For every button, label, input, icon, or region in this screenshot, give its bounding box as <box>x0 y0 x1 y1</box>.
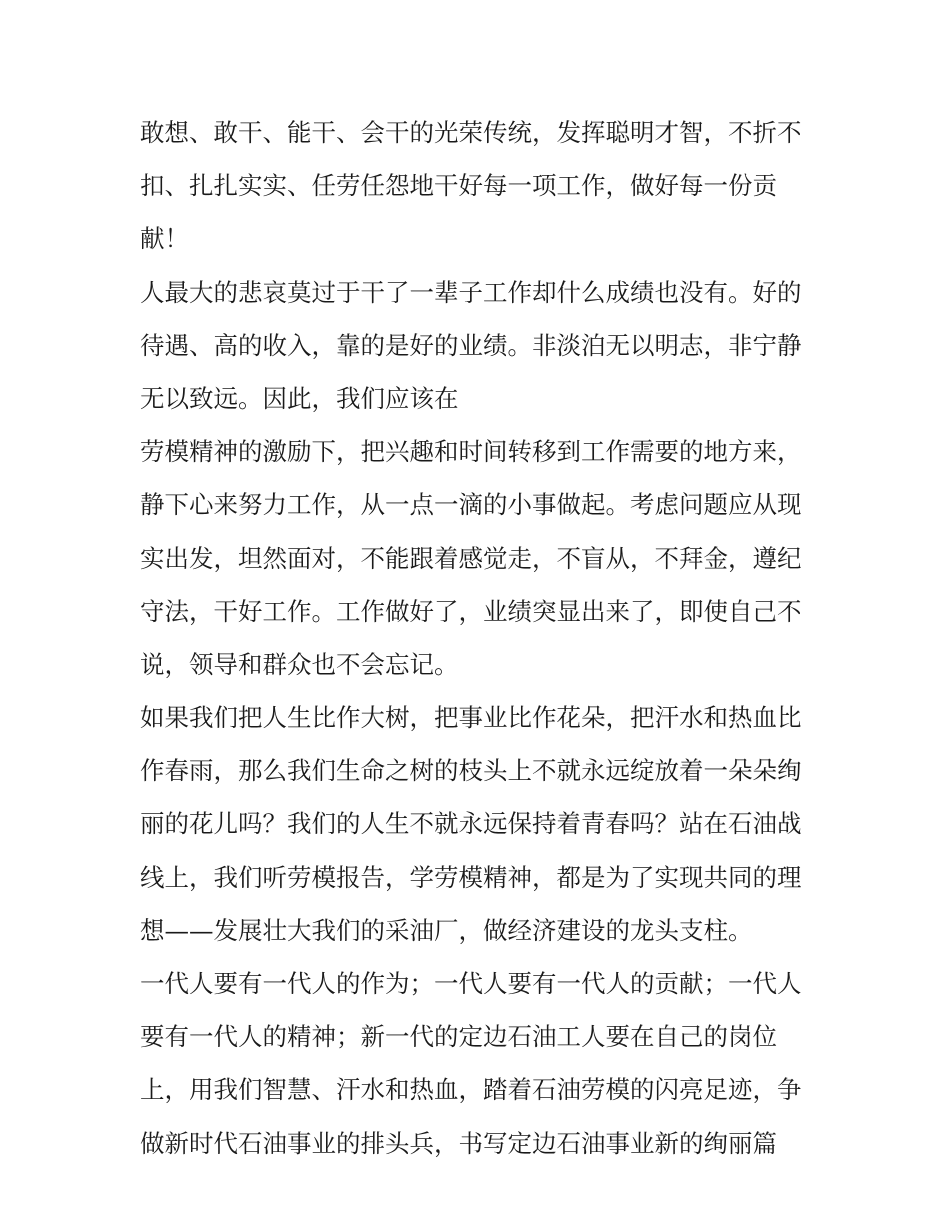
text-line: 静下心来努力工作，从一点一滴的小事做起。考虑问题应从现 <box>140 490 802 520</box>
text-line: 线上，我们听劳模报告，学劳模精神，都是为了实现共同的理 <box>140 862 802 892</box>
text-line: 丽的花儿吗？我们的人生不就永远保持着青春吗？站在石油战 <box>140 809 802 839</box>
text-line: 做新时代石油事业的排头兵，书写定边石油事业新的绚丽篇 <box>140 1128 777 1158</box>
text-line: 劳模精神的激励下，把兴趣和时间转移到工作需要的地方来， <box>140 437 802 467</box>
text-line: 想——发展壮大我们的采油厂，做经济建设的龙头支柱。 <box>140 915 753 945</box>
text-line: 扣、扎扎实实、任劳任怨地干好每一项工作，做好每一份贡 <box>140 171 777 201</box>
text-line: 守法，干好工作。工作做好了，业绩突显出来了，即使自己不 <box>140 596 802 626</box>
text-line: 要有一代人的精神；新一代的定边石油工人要在自己的岗位 <box>140 1022 777 1052</box>
text-line: 人最大的悲哀莫过于干了一辈子工作却什么成绩也没有。好的 <box>140 277 802 307</box>
text-line: 作春雨，那么我们生命之树的枝头上不就永远绽放着一朵朵绚 <box>140 756 802 786</box>
text-line: 献！ <box>140 224 189 254</box>
text-line: 上，用我们智慧、汗水和热血，踏着石油劳模的闪亮足迹，争 <box>140 1075 802 1105</box>
text-line: 待遇、高的收入，靠的是好的业绩。非淡泊无以明志，非宁静 <box>140 330 802 360</box>
text-line: 说，领导和群众也不会忘记。 <box>140 649 459 679</box>
text-line: 敢想、敢干、能干、会干的光荣传统，发挥聪明才智，不折不 <box>140 118 802 147</box>
text-line: 无以致远。因此，我们应该在 <box>140 383 459 413</box>
document-body <box>140 106 820 1170</box>
text-line: 如果我们把人生比作大树，把事业比作花朵，把汗水和热血比 <box>140 703 802 733</box>
text-line: 一代人要有一代人的作为；一代人要有一代人的贡献；一代人 <box>140 969 802 998</box>
text-line: 实出发，坦然面对，不能跟着感觉走，不盲从，不拜金，遵纪 <box>140 543 802 573</box>
